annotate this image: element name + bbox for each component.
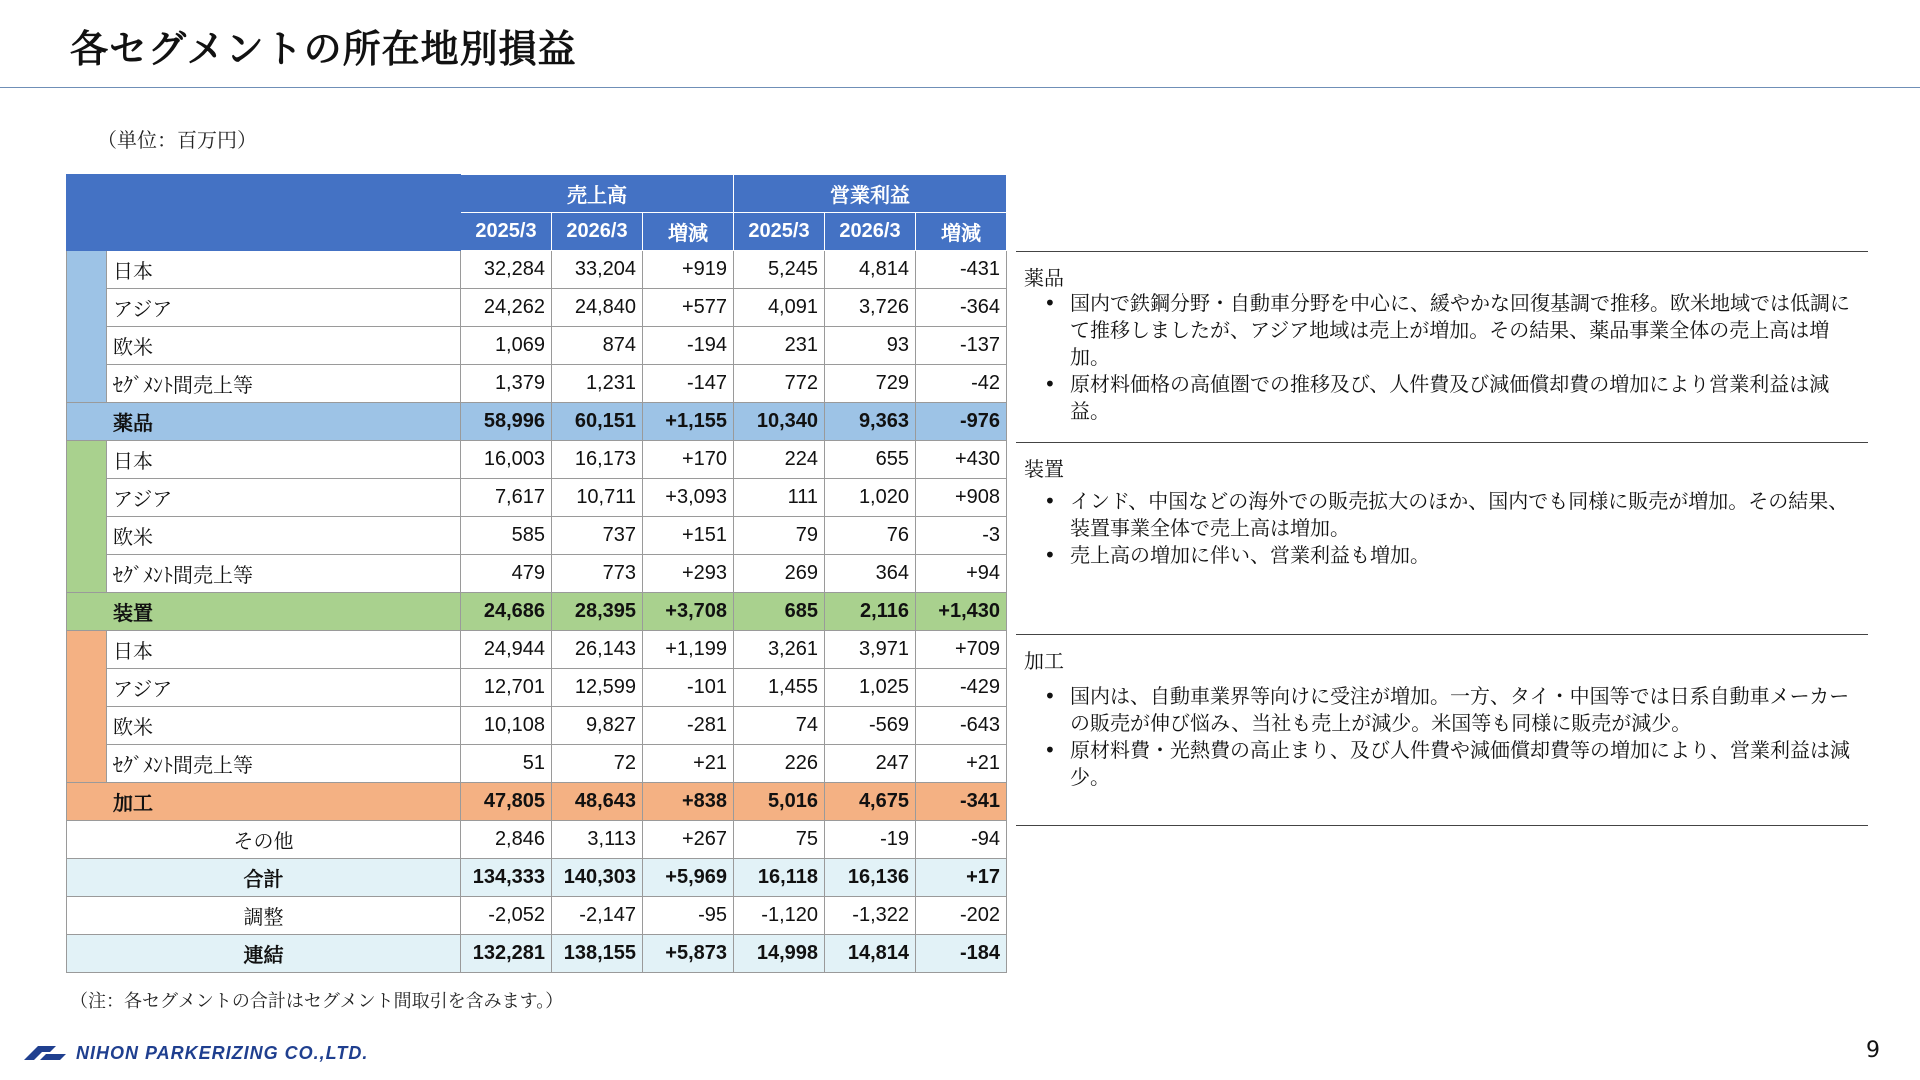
cell: -364 — [916, 289, 1007, 327]
cell: +577 — [643, 289, 734, 327]
cell: 24,262 — [461, 289, 552, 327]
header-col: 2025/3 — [734, 213, 825, 251]
cell: 16,173 — [552, 441, 643, 479]
cell: 16,136 — [825, 859, 916, 897]
cell: 364 — [825, 555, 916, 593]
cell: 729 — [825, 365, 916, 403]
header-col: 増減 — [643, 213, 734, 251]
bullet-item: • 国内で鉄鋼分野・自動車分野を中心に、緩やかな回復基調で推移。欧米地域では低調にて推移しましたが、アジア地域は売上が増加。その結果、薬品事業全体の売上高は増加。 — [1040, 290, 1858, 371]
header-col: 2026/3 — [552, 213, 643, 251]
cell: -281 — [643, 707, 734, 745]
table-row — [67, 707, 1007, 745]
cell: +21 — [643, 745, 734, 783]
row-label: 合計 — [67, 859, 461, 897]
cell: 14,998 — [734, 935, 825, 973]
cell: -202 — [916, 897, 1007, 935]
cell: 4,091 — [734, 289, 825, 327]
cell: 47,805 — [461, 783, 552, 821]
cell: 7,617 — [461, 479, 552, 517]
cell: 1,231 — [552, 365, 643, 403]
consolidated-row — [67, 935, 1007, 973]
cell: 10,108 — [461, 707, 552, 745]
cell: 32,284 — [461, 251, 552, 289]
table-row — [67, 821, 1007, 859]
cell: 58,996 — [461, 403, 552, 441]
cell: 655 — [825, 441, 916, 479]
table-row — [67, 289, 1007, 327]
table-row — [67, 365, 1007, 403]
row-label: 日本 — [107, 251, 461, 289]
bullet-item: • 売上高の増加に伴い、営業利益も増加。 — [1040, 542, 1858, 569]
company-logo — [20, 1042, 368, 1064]
cell: 226 — [734, 745, 825, 783]
cell: 76 — [825, 517, 916, 555]
cell: 132,281 — [461, 935, 552, 973]
cell: -94 — [916, 821, 1007, 859]
row-label: 薬品 — [67, 403, 461, 441]
cell: 874 — [552, 327, 643, 365]
cell: +838 — [643, 783, 734, 821]
cell: 479 — [461, 555, 552, 593]
cell: -431 — [916, 251, 1007, 289]
table-row — [67, 251, 1007, 289]
segment-strip-kakou — [67, 631, 107, 783]
cell: +3,708 — [643, 593, 734, 631]
segment-strip-souchi — [67, 441, 107, 593]
cell: -184 — [916, 935, 1007, 973]
cell: 26,143 — [552, 631, 643, 669]
row-label: 欧米 — [107, 707, 461, 745]
cell: -569 — [825, 707, 916, 745]
cell: 5,245 — [734, 251, 825, 289]
cell: -101 — [643, 669, 734, 707]
cell: 12,599 — [552, 669, 643, 707]
header-col: 2025/3 — [461, 213, 552, 251]
table-row — [67, 669, 1007, 707]
panel-bullets — [1040, 683, 1858, 791]
cell: +21 — [916, 745, 1007, 783]
cell: -95 — [643, 897, 734, 935]
cell: 24,686 — [461, 593, 552, 631]
cell: 3,726 — [825, 289, 916, 327]
cell: 134,333 — [461, 859, 552, 897]
total-row — [67, 859, 1007, 897]
cell: 60,151 — [552, 403, 643, 441]
cell: 28,395 — [552, 593, 643, 631]
cell: -19 — [825, 821, 916, 859]
row-label: 欧米 — [107, 517, 461, 555]
cell: +293 — [643, 555, 734, 593]
cell: 3,113 — [552, 821, 643, 859]
cell: +170 — [643, 441, 734, 479]
cell: +430 — [916, 441, 1007, 479]
cell: -976 — [916, 403, 1007, 441]
cell: 1,379 — [461, 365, 552, 403]
cell: 48,643 — [552, 783, 643, 821]
cell: -643 — [916, 707, 1007, 745]
cell: 224 — [734, 441, 825, 479]
row-label: その他 — [67, 821, 461, 859]
segment-profit-table — [66, 174, 1007, 973]
cell: 2,116 — [825, 593, 916, 631]
cell: 140,303 — [552, 859, 643, 897]
table-row — [67, 555, 1007, 593]
cell: +1,199 — [643, 631, 734, 669]
cell: 111 — [734, 479, 825, 517]
cell: +919 — [643, 251, 734, 289]
cell: -147 — [643, 365, 734, 403]
table-row — [67, 897, 1007, 935]
cell: 773 — [552, 555, 643, 593]
table-row — [67, 631, 1007, 669]
cell: +5,873 — [643, 935, 734, 973]
cell: 33,204 — [552, 251, 643, 289]
cell: 4,675 — [825, 783, 916, 821]
cell: 74 — [734, 707, 825, 745]
panel-bottom-rule — [1016, 825, 1868, 826]
cell: -2,052 — [461, 897, 552, 935]
cell: 24,944 — [461, 631, 552, 669]
bullet-item: • インド、中国などの海外での販売拡大のほか、国内でも同様に販売が増加。その結果、装置事業全体で売上高は増加。 — [1040, 488, 1858, 542]
panel-heading: 薬品 — [1024, 266, 1064, 290]
cell: +3,093 — [643, 479, 734, 517]
comment-panel-yakuhin — [1016, 251, 1868, 442]
cell: -1,322 — [825, 897, 916, 935]
bullet-item: • 国内は、自動車業界等向けに受注が増加。一方、タイ・中国等では日系自動車メーカーの販売が伸び悩み、当社も売上が減少。米国等も同様に販売が減少。 — [1040, 683, 1858, 737]
segment-total-row — [67, 403, 1007, 441]
segment-total-row — [67, 783, 1007, 821]
cell: 585 — [461, 517, 552, 555]
row-label: 欧米 — [107, 327, 461, 365]
header-corner — [67, 175, 461, 251]
row-label: ｾｸﾞﾒﾝﾄ間売上等 — [107, 365, 461, 403]
cell: 4,814 — [825, 251, 916, 289]
cell: 138,155 — [552, 935, 643, 973]
cell: +1,155 — [643, 403, 734, 441]
cell: +1,430 — [916, 593, 1007, 631]
row-label: 加工 — [67, 783, 461, 821]
cell: 1,025 — [825, 669, 916, 707]
cell: 3,261 — [734, 631, 825, 669]
cell: 93 — [825, 327, 916, 365]
panel-heading: 加工 — [1024, 649, 1064, 673]
cell: 9,827 — [552, 707, 643, 745]
table-row — [67, 441, 1007, 479]
cell: +908 — [916, 479, 1007, 517]
page-title: 各セグメントの所在地別損益 — [70, 27, 577, 71]
header-sales: 売上高 — [461, 175, 734, 213]
cell: +94 — [916, 555, 1007, 593]
table-footnote: （注：各セグメントの合計はセグメント間取引を含みます。） — [70, 991, 564, 1012]
cell: +267 — [643, 821, 734, 859]
cell: 5,016 — [734, 783, 825, 821]
cell: 72 — [552, 745, 643, 783]
cell: -137 — [916, 327, 1007, 365]
company-name: NIHON PARKERIZING CO.,LTD. — [76, 1042, 369, 1063]
row-label: ｾｸﾞﾒﾝﾄ間売上等 — [107, 555, 461, 593]
panel-bullets — [1040, 290, 1858, 425]
row-label: 日本 — [107, 631, 461, 669]
bullet-item: • 原材料価格の高値圏での推移及び、人件費及び減価償却費の増加により営業利益は減益。 — [1040, 371, 1858, 425]
title-divider — [0, 87, 1920, 88]
row-label: アジア — [107, 289, 461, 327]
bullet-item: • 原材料費・光熱費の高止まり、及び人件費や減価償却費等の増加により、営業利益は減少。 — [1040, 737, 1858, 791]
logo-mark-icon — [20, 1042, 72, 1064]
table-row — [67, 479, 1007, 517]
cell: +151 — [643, 517, 734, 555]
cell: 772 — [734, 365, 825, 403]
row-label: ｾｸﾞﾒﾝﾄ間売上等 — [107, 745, 461, 783]
cell: -3 — [916, 517, 1007, 555]
panel-bullets — [1040, 488, 1858, 569]
cell: 24,840 — [552, 289, 643, 327]
cell: 269 — [734, 555, 825, 593]
cell: 12,701 — [461, 669, 552, 707]
cell: 16,118 — [734, 859, 825, 897]
row-label: 調整 — [67, 897, 461, 935]
cell: 75 — [734, 821, 825, 859]
cell: 1,455 — [734, 669, 825, 707]
cell: 1,069 — [461, 327, 552, 365]
cell: 14,814 — [825, 935, 916, 973]
cell: 231 — [734, 327, 825, 365]
cell: +709 — [916, 631, 1007, 669]
cell: -1,120 — [734, 897, 825, 935]
cell: 9,363 — [825, 403, 916, 441]
row-label: アジア — [107, 479, 461, 517]
row-label: 連結 — [67, 935, 461, 973]
table-row — [67, 517, 1007, 555]
segment-total-row — [67, 593, 1007, 631]
row-label: 装置 — [67, 593, 461, 631]
comment-panel-kakou — [1016, 634, 1868, 825]
segment-strip-yakuhin — [67, 251, 107, 403]
table-row — [67, 327, 1007, 365]
cell: 2,846 — [461, 821, 552, 859]
cell: -42 — [916, 365, 1007, 403]
cell: -341 — [916, 783, 1007, 821]
header-col: 増減 — [916, 213, 1007, 251]
cell: 51 — [461, 745, 552, 783]
panel-heading: 装置 — [1024, 457, 1064, 481]
cell: 1,020 — [825, 479, 916, 517]
comment-panel-souchi — [1016, 442, 1868, 633]
cell: 10,340 — [734, 403, 825, 441]
cell: 79 — [734, 517, 825, 555]
cell: 685 — [734, 593, 825, 631]
header-op-profit: 営業利益 — [734, 175, 1007, 213]
cell: +5,969 — [643, 859, 734, 897]
row-label: 日本 — [107, 441, 461, 479]
cell: 16,003 — [461, 441, 552, 479]
cell: +17 — [916, 859, 1007, 897]
unit-label: （単位：百万円） — [97, 128, 257, 152]
header-col: 2026/3 — [825, 213, 916, 251]
table-row — [67, 745, 1007, 783]
cell: 247 — [825, 745, 916, 783]
page-number: 9 — [1866, 1038, 1880, 1063]
cell: -2,147 — [552, 897, 643, 935]
cell: 737 — [552, 517, 643, 555]
row-label: アジア — [107, 669, 461, 707]
cell: -194 — [643, 327, 734, 365]
cell: 3,971 — [825, 631, 916, 669]
cell: -429 — [916, 669, 1007, 707]
cell: 10,711 — [552, 479, 643, 517]
